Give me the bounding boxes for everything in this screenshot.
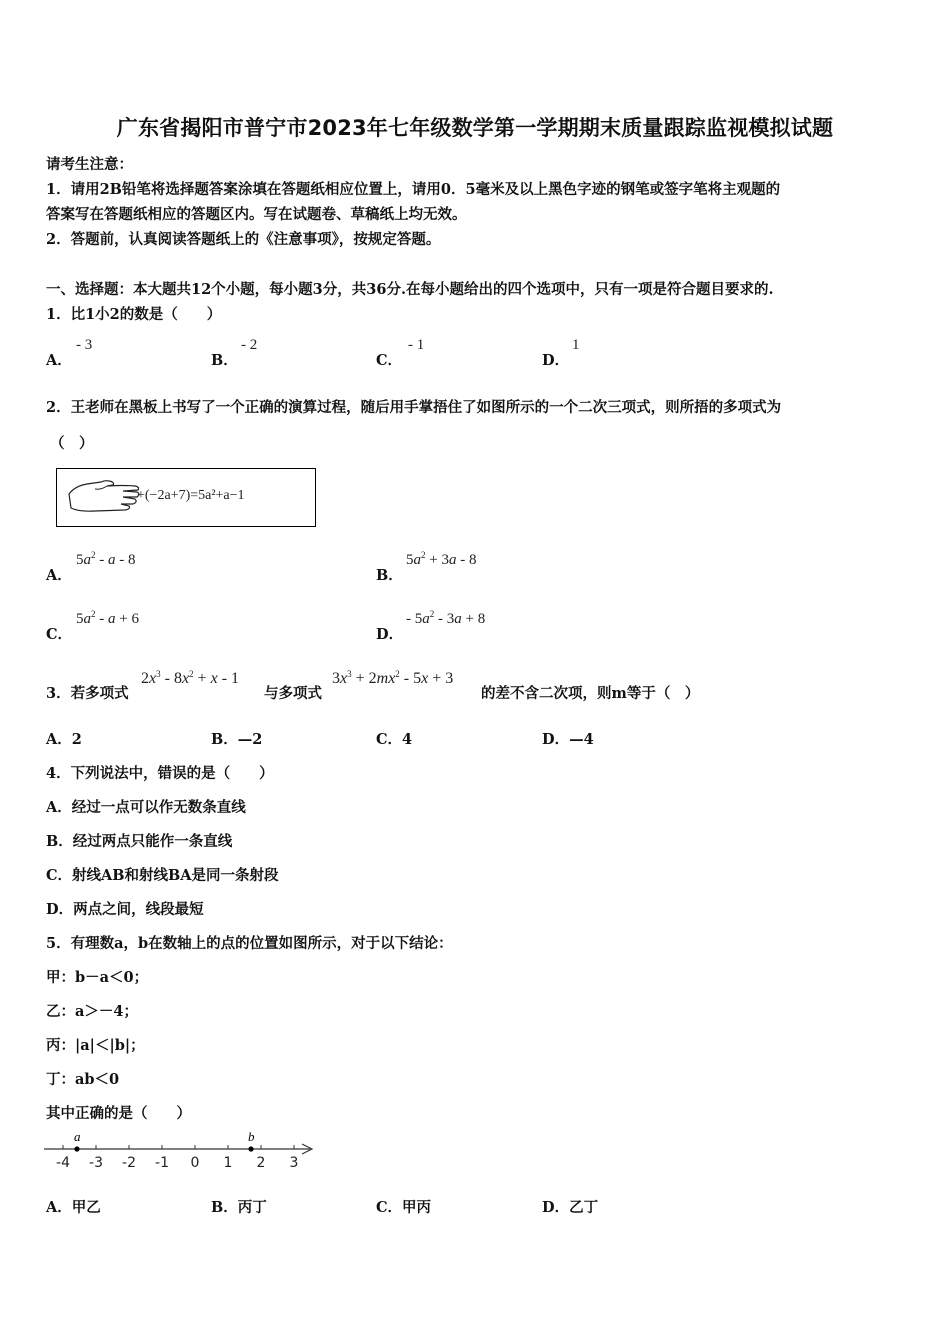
q5-ask: 其中正确的是（ ）	[46, 1105, 191, 1122]
q4-option-d: D．两点之间，线段最短	[46, 901, 204, 918]
q1-option-d-label: D．	[542, 352, 570, 369]
q4-option-c: C．射线AB和射线BA是同一条射段	[46, 867, 279, 884]
number-line-tick-label: 1	[223, 1155, 233, 1171]
q3-option-a: A．2	[46, 731, 82, 748]
number-line-tick-label: -3	[89, 1155, 103, 1171]
number-line-tick-label: 0	[190, 1155, 200, 1171]
q3-option-b: B．—2	[211, 731, 263, 748]
q3-stem-a: 3．若多项式	[46, 685, 129, 702]
q2-option-d-label: D．	[376, 626, 404, 643]
q2-option-b-value: $5a^2 + 3a - 8$	[406, 550, 477, 568]
q5-option-a: A．甲乙	[46, 1199, 101, 1216]
q4-option-a: A．经过一点可以作无数条直线	[46, 799, 246, 816]
q3-poly-1: $2x^3 - 8x^2 + x - 1$	[141, 669, 240, 687]
q3-option-c: C．4	[376, 731, 413, 748]
q3-stem-b: 与多项式	[264, 685, 322, 702]
q2-option-d-value: - $5a^2 - 3a + 8$	[406, 609, 486, 627]
q1-option-c-label: C．	[376, 352, 403, 369]
number-line-tick-label: 2	[256, 1155, 266, 1171]
notice-line-2: 2．答题前，认真阅读答题纸上的《注意事项》，按规定答题。	[46, 231, 441, 248]
hand-icon	[65, 472, 145, 522]
q5-stem: 5．有理数a，b在数轴上的点的位置如图所示，对于以下结论：	[46, 935, 453, 952]
q5-option-b: B．丙丁	[211, 1199, 267, 1216]
q5-option-c: C．甲丙	[376, 1199, 432, 1216]
number-line-tick-label: -4	[56, 1155, 70, 1171]
point-b	[248, 1146, 253, 1151]
q1-option-a-label: A．	[46, 352, 72, 369]
q3-stem-c: 的差不含二次项，则m等于（ ）	[481, 685, 700, 702]
notice-line-1b: 答案写在答题纸相应的答题区内。写在试题卷、草稿纸上均无效。	[46, 206, 467, 223]
q2-figure	[56, 468, 316, 527]
q1-option-a-value: - 3	[76, 337, 93, 353]
q5-statement-bing: 丙：|a|＜|b|；	[46, 1037, 145, 1054]
q2-figure-expression: +(−2a+7)=5a²+a−1	[137, 488, 245, 503]
number-line-tick-label: -2	[122, 1155, 136, 1171]
q4-option-b: B．经过两点只能作一条直线	[46, 833, 233, 850]
q4-stem: 4．下列说法中，错误的是（ ）	[46, 765, 274, 782]
point-a	[74, 1146, 79, 1151]
number-line	[40, 1126, 320, 1174]
section-heading: 一、选择题：本大题共12个小题，每小题3分，共36分.在每小题给出的四个选项中，只有一项是符合题目要求的.	[46, 281, 774, 298]
point-a-label: a	[74, 1129, 81, 1144]
q5-statement-jia: 甲：b－a＜0；	[46, 969, 149, 986]
q2-stem: 2．王老师在黑板上书写了一个正确的演算过程，随后用手掌捂住了如图所示的一个二次三项式，则所捂的多项式为	[46, 399, 782, 416]
q5-option-d: D．乙丁	[542, 1199, 599, 1216]
q3-option-d: D．—4	[542, 731, 594, 748]
q3-poly-2: $3x^3 + 2mx^2 - 5x + 3$	[332, 669, 454, 687]
q1-stem: 1．比1小2的数是（ ）	[46, 306, 222, 323]
point-b-label: b	[248, 1129, 255, 1144]
q1-option-b-label: B．	[211, 352, 238, 369]
q2-option-b-label: B．	[376, 567, 403, 584]
q5-statement-ding: 丁：ab＜0	[46, 1071, 120, 1088]
notice-heading: 请考生注意：	[46, 156, 133, 173]
q2-option-a-label: A．	[46, 567, 72, 584]
q2-option-c-label: C．	[46, 626, 73, 643]
q5-statement-yi: 乙：a＞－4；	[46, 1003, 138, 1020]
q1-option-c-value: - 1	[408, 337, 425, 353]
q2-option-c-value: $5a^2 - a + 6$	[76, 609, 139, 627]
notice-line-1: 1．请用2B铅笔将选择题答案涂填在答题纸相应位置上，请用0．5毫米及以上黑色字迹的钢笔或签字笔将主观题的	[46, 181, 781, 198]
q2-stem-paren: （ ）	[50, 435, 94, 452]
page-title: 广东省揭阳市普宁市2023年七年级数学第一学期期末质量跟踪监视模拟试题	[116, 116, 834, 140]
number-line-tick-label: -1	[155, 1155, 169, 1171]
q1-option-d-value: 1	[572, 337, 580, 353]
number-line-tick-label: 3	[289, 1155, 299, 1171]
q2-option-a-value: $5a^2$ - a - 8	[76, 550, 136, 568]
q1-option-b-value: - 2	[241, 337, 258, 353]
